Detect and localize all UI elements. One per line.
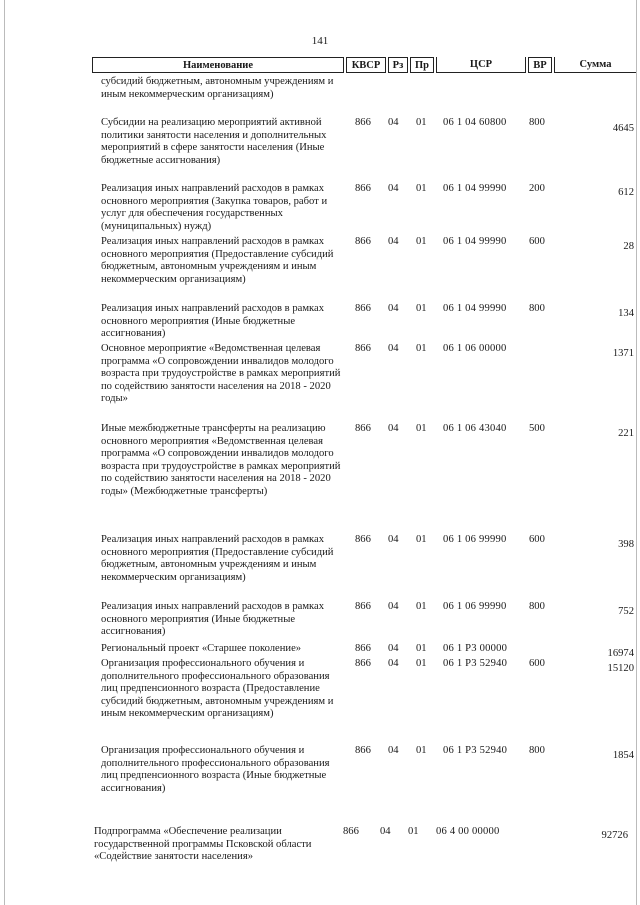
row-pr: 01 bbox=[416, 534, 427, 545]
row-kvsr: 866 bbox=[355, 303, 371, 314]
row-kvsr: 866 bbox=[343, 826, 359, 837]
row-vr: 500 bbox=[529, 423, 545, 434]
row-name: Реализация иных направлений расходов в рамках основного мероприятия (Закупка товаров, работ и услуг для обеспечения государственных (муниципальных) нужд) bbox=[101, 183, 328, 232]
row-sum: 612 bbox=[618, 187, 634, 198]
left-scan-edge bbox=[4, 0, 5, 905]
row-name: Организация профессионального обучения и дополнительного профессионального образования лиц предпенсионного возраста (Иные бюджетные ассигнования) bbox=[101, 745, 330, 794]
row-vr: 800 bbox=[529, 745, 545, 756]
row-pr: 01 bbox=[416, 343, 427, 354]
row-sum: 752 bbox=[618, 606, 634, 617]
row-kvsr: 866 bbox=[355, 745, 371, 756]
row-sum: 221 bbox=[618, 428, 634, 439]
row-rz: 04 bbox=[388, 601, 399, 612]
row-pr: 01 bbox=[416, 745, 427, 756]
row-kvsr: 866 bbox=[355, 117, 371, 128]
row-vr: 200 bbox=[529, 183, 545, 194]
row-pr: 01 bbox=[416, 658, 427, 669]
row-sum: 4645 bbox=[612, 123, 634, 134]
row-pr: 01 bbox=[416, 643, 427, 654]
header-vr: ВР bbox=[528, 57, 552, 73]
row-name: Субсидии на реализацию мероприятий активной политики занятости населения и дополнительных мероприятий в сфере занятости населения (Иные бюджетные ассигнования) bbox=[101, 117, 327, 166]
row-rz: 04 bbox=[388, 643, 399, 654]
row-csr: 06 1 04 99990 bbox=[443, 303, 507, 314]
row-pr: 01 bbox=[408, 826, 419, 837]
row-pr: 01 bbox=[416, 117, 427, 128]
row-sum: 1371 bbox=[612, 348, 634, 359]
row-kvsr: 866 bbox=[355, 601, 371, 612]
header-name: Наименование bbox=[92, 57, 344, 73]
row-vr: 600 bbox=[529, 534, 545, 545]
row-name: Основное мероприятие «Ведомственная целевая программа «О сопровождении инвалидов молодого возраста при трудоустройстве в рамках мероприятий по содействию занятости населения на 2018 - 2020 годы» bbox=[101, 343, 341, 405]
row-name: Иные межбюджетные трансферты на реализацию основного мероприятия «Ведомственная целевая программа «О сопровождении инвалидов молодого возраста при трудоустройстве в рамках мероприятий по содействию занятости населения на 2018 - 2020 годы» (Межбюджетные трансферты) bbox=[101, 423, 341, 497]
row-name: субсидий бюджетным, автономным учреждениям и иным некоммерческим организациям) bbox=[101, 76, 334, 100]
row-rz: 04 bbox=[388, 534, 399, 545]
row-sum: 28 bbox=[623, 241, 634, 252]
row-csr: 06 1 04 99990 bbox=[443, 183, 507, 194]
row-pr: 01 bbox=[416, 601, 427, 612]
row-csr: 06 1 06 99990 bbox=[443, 534, 507, 545]
row-kvsr: 866 bbox=[355, 658, 371, 669]
row-rz: 04 bbox=[388, 343, 399, 354]
row-name: Реализация иных направлений расходов в рамках основного мероприятия (Предоставление субсидий бюджетным, автономным учреждениям и иным некоммерческим организациям) bbox=[101, 534, 334, 583]
header-csr: ЦСР bbox=[436, 57, 526, 73]
row-vr: 800 bbox=[529, 303, 545, 314]
row-sum: 398 bbox=[618, 539, 634, 550]
row-kvsr: 866 bbox=[355, 183, 371, 194]
header-sum: Сумма bbox=[554, 57, 636, 73]
row-kvsr: 866 bbox=[355, 236, 371, 247]
row-name: Реализация иных направлений расходов в рамках основного мероприятия (Иные бюджетные ассигнования) bbox=[101, 601, 325, 638]
row-rz: 04 bbox=[388, 745, 399, 756]
row-rz: 04 bbox=[388, 303, 399, 314]
row-pr: 01 bbox=[416, 183, 427, 194]
row-rz: 04 bbox=[380, 826, 391, 837]
row-vr: 800 bbox=[529, 117, 545, 128]
row-name: Реализация иных направлений расходов в рамках основного мероприятия (Иные бюджетные ассигнования) bbox=[101, 303, 325, 340]
row-kvsr: 866 bbox=[355, 534, 371, 545]
row-sum: 1854 bbox=[612, 750, 634, 761]
row-sum: 92726 bbox=[601, 830, 628, 841]
row-csr: 06 1 06 43040 bbox=[443, 423, 507, 434]
row-csr: 06 1 P3 52940 bbox=[443, 658, 508, 669]
row-csr: 06 1 P3 52940 bbox=[443, 745, 508, 756]
row-csr: 06 1 04 60800 bbox=[443, 117, 507, 128]
row-rz: 04 bbox=[388, 423, 399, 434]
header-rz: Рз bbox=[388, 57, 408, 73]
row-rz: 04 bbox=[388, 658, 399, 669]
row-name: Реализация иных направлений расходов в рамках основного мероприятия (Предоставление субсидий бюджетным, автономным учреждениям и иным некоммерческим организациям) bbox=[101, 236, 334, 285]
row-kvsr: 866 bbox=[355, 343, 371, 354]
row-csr: 06 4 00 00000 bbox=[436, 826, 500, 837]
row-pr: 01 bbox=[416, 423, 427, 434]
row-sum: 134 bbox=[618, 308, 634, 319]
row-vr: 600 bbox=[529, 236, 545, 247]
row-csr: 06 1 P3 00000 bbox=[443, 643, 508, 654]
row-name: Подпрограмма «Обеспечение реализации государственной программы Псковской области «Содействие занятости населения» bbox=[94, 826, 312, 863]
page-number: 141 bbox=[311, 35, 329, 47]
table-header bbox=[92, 57, 640, 75]
row-rz: 04 bbox=[388, 117, 399, 128]
row-sum: 15120 bbox=[607, 663, 634, 674]
header-pr: Пр bbox=[410, 57, 434, 73]
header-kvsr: КВСР bbox=[346, 57, 386, 73]
right-scan-edge bbox=[636, 0, 637, 905]
row-kvsr: 866 bbox=[355, 643, 371, 654]
row-vr: 800 bbox=[529, 601, 545, 612]
row-pr: 01 bbox=[416, 236, 427, 247]
row-csr: 06 1 06 00000 bbox=[443, 343, 507, 354]
row-kvsr: 866 bbox=[355, 423, 371, 434]
row-rz: 04 bbox=[388, 183, 399, 194]
row-vr: 600 bbox=[529, 658, 545, 669]
row-pr: 01 bbox=[416, 303, 427, 314]
row-name: Организация профессионального обучения и дополнительного профессионального образования лиц предпенсионного возраста (Предоставление субсидий бюджетным, автономным учреждениям и иным некоммерческим организациям) bbox=[101, 658, 334, 720]
row-csr: 06 1 06 99990 bbox=[443, 601, 507, 612]
row-sum: 16974 bbox=[607, 648, 634, 659]
row-name: Региональный проект «Старшее поколение» bbox=[101, 643, 302, 654]
row-csr: 06 1 04 99990 bbox=[443, 236, 507, 247]
row-rz: 04 bbox=[388, 236, 399, 247]
